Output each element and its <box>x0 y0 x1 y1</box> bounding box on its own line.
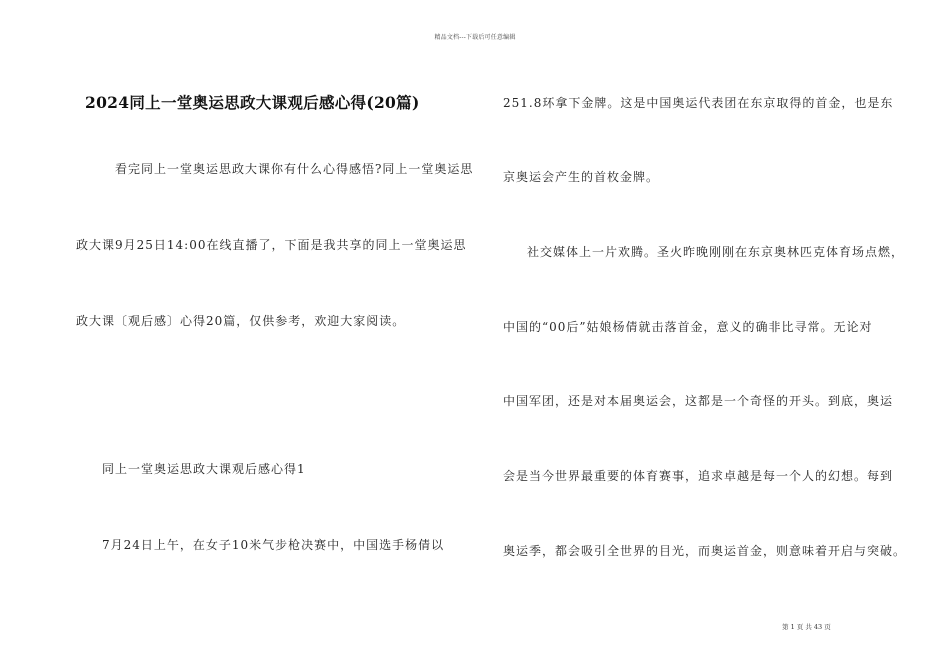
right-paragraph-line: 京奥运会产生的首枚金牌。 <box>503 170 660 184</box>
right-paragraph-line: 251.8环拿下金牌。这是中国奥运代表团在东京取得的首金，也是东 <box>503 96 894 110</box>
left-paragraph-line: 7月24日上午，在女子10米气步枪决赛中，中国选手杨倩以 <box>102 538 445 552</box>
right-paragraph-line: 社交媒体上一片欢腾。圣火昨晚刚刚在东京奥林匹克体育场点燃， <box>527 245 905 259</box>
left-paragraph-line: 政大课9月25日14:00在线直播了，下面是我共享的同上一堂奥运思 <box>76 238 467 252</box>
right-paragraph-line: 中国的“00后”姑娘杨倩就击落首金，意义的确非比寻常。无论对 <box>503 320 873 334</box>
right-paragraph-line: 奥运季，都会吸引全世界的目光，而奥运首金，则意味着开启与突破。 <box>503 544 907 558</box>
document-title: 2024同上一堂奥运思政大课观后感心得(20篇) <box>85 93 420 112</box>
page-number: 第 1 页 共 43 页 <box>782 623 831 631</box>
left-paragraph-line: 政大课〔观后感〕心得20篇，仅供参考，欢迎大家阅读。 <box>76 314 406 328</box>
right-paragraph-line: 会是当今世界最重要的体育赛事，追求卓越是每一个人的幻想。每到 <box>503 469 894 483</box>
right-paragraph-line: 中国军团，还是对本届奥运会，这都是一个奇怪的开头。到底，奥运 <box>503 394 894 408</box>
section-heading: 同上一堂奥运思政大课观后感心得1 <box>102 462 306 476</box>
page-header-note: 精品文档---下载后可任意编辑 <box>434 34 516 41</box>
left-paragraph-line: 看完同上一堂奥运思政大课你有什么心得感悟?同上一堂奥运思 <box>115 162 474 176</box>
